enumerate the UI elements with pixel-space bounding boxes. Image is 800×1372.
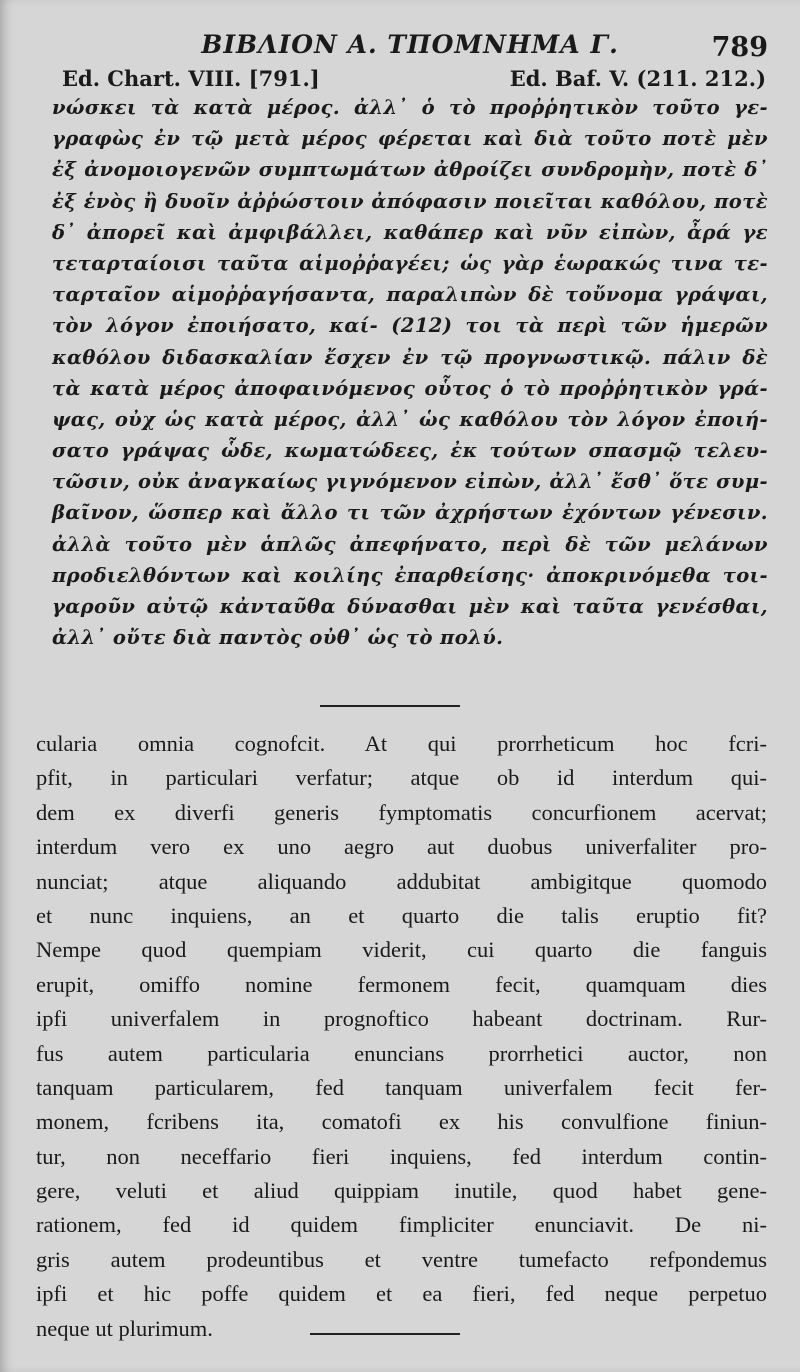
page-end-rule [310,1333,460,1335]
greek-text-line: ἀλλ᾽ οὔτε διὰ παντὸς οὐθ᾽ ὡς τὸ πολύ. [52,626,504,650]
greek-text-line: νώσκει τὰ κατὰ μέρος. ἀλλ᾽ ὁ τὸ προῤῥητικὸν τοῦτο γε- [52,96,768,119]
latin-text-line: ipfi univerfalem in prognoftico habeant doctrinam. Rur- [36,1006,767,1032]
running-head: ΒΙΒΛΙΟΝ Α. ΤΠΟΜΝΗΜΑ Γ. [201,30,619,59]
latin-text-line: pfit, in particulari verfatur; atque ob id interdum qui- [36,765,767,791]
greek-text-line: καθόλου διδασκαλίαν ἔσχεν ἐν τῷ προγνωστικῷ. πάλιν δὲ [52,345,768,369]
greek-text-line: γραφὼς ἐν τῷ μετὰ μέρος φέρεται καὶ διὰ τοῦτο ποτὲ μὲν [52,127,768,151]
greek-text-line: ταρταῖον αἱμοῤῥαγήσαντα, παραλιπὼν δὲ τοὔνομα γράψαι, [52,283,768,307]
greek-text-line: τεταρταίοισι ταῦτα αἱμοῤῥαγέει; ὡς γὰρ ἑωρακώς τινα τε- [52,251,768,275]
greek-text-line: τῶσιν, οὐκ ἀναγκαίως γιγνόμενον εἰπὼν, ἀλλ᾽ ἔσθ᾽ ὅτε συμ- [52,470,768,494]
latin-text-line: gere, veluti et aliud quippiam inutile, quod habet gene- [36,1178,767,1204]
latin-text-line: erupit, omiffo nomine fermonem fecit, quamquam dies [36,971,767,997]
latin-text-line: rationem, fed id quidem fimpliciter enunciavit. De ni- [36,1212,767,1238]
latin-text-block [36,727,767,1346]
latin-text-line: tur, non neceffario fieri inquiens, fed interdum contin- [36,1143,767,1169]
greek-text-line: ἀλλὰ τοῦτο μὲν ἁπλῶς ἀπεφήνατο, περὶ δὲ τῶν μελάνων [52,532,768,556]
greek-text-line: τὸν λόγον ἐποιήσατο, καί- (212) τοι τὰ περὶ τῶν ἡμερῶν [52,314,768,338]
greek-text-line: βαῖνον, ὥσπερ καὶ ἄλλο τι τῶν ἀχρήστων ἐχόντων γένεσιν. [52,501,768,525]
latin-text-line: neque ut plurimum. [36,1315,213,1341]
greek-text-line: γαροῦν αὐτῷ κἀνταῦθα δύνασθαι μὲν καὶ ταῦτα γενέσθαι, [52,595,768,618]
greek-text-line: ψας, οὐχ ὡς κατὰ μέρος, ἀλλ᾽ ὡς καθόλου τὸν λόγον ἐποιή- [52,407,768,431]
latin-text-line: fus autem particularia enuncians prorrhetici auctor, non [36,1040,767,1066]
greek-text-line: τὰ κατὰ μέρος ἀποφαινόμενος οὗτος ὁ τὸ προῤῥητικὸν γρά- [52,376,768,400]
edition-reference-left: Ed. Chart. VIII. [791.] [62,66,320,91]
greek-text-line: ἐξ ἀνομοιογενῶν συμπτωμάτων ἀθροίζει συνδρομὴν, ποτὲ δ᾽ [52,158,768,182]
latin-text-line: dem ex diverfi generis fymptomatis concurfionem acervat; [36,799,767,825]
latin-text-line: et nunc inquiens, an et quarto die talis eruptio fit? [36,902,767,928]
greek-text-line: ἐξ ἑνὸς ἢ δυοῖν ἀῤῥώστοιν ἀπόφασιν ποιεῖται καθόλου, ποτὲ [52,189,768,213]
greek-text-line: δ᾽ ἀπορεῖ καὶ ἀμφιβάλλει, καθάπερ καὶ νῦν εἰπὼν, ἆρά γε [52,220,768,244]
greek-text-block [52,92,768,653]
greek-text-line: προδιελθόντων καὶ κοιλίης ἐπαρθείσης· ἀποκρινόμεθα τοι- [52,563,768,587]
latin-text-line: interdum vero ex uno aegro aut duobus univerfaliter pro- [36,834,767,860]
section-divider-rule [320,705,460,707]
latin-text-line: ipfi et hic poffe quidem et ea fieri, fed neque perpetuo [36,1281,767,1307]
greek-text-line: σατο γράψας ὧδε, κωματώδεες, ἐκ τούτων σπασμῷ τελευ- [52,439,768,463]
latin-text-line: monem, fcribens ita, comatofi ex his convulfione finiun- [36,1109,767,1135]
edition-reference-right: Ed. Baf. V. (211. 212.) [509,66,766,91]
latin-text-line: nunciat; atque aliquando addubitat ambigitque quomodo [36,868,767,894]
page-number: 789 [711,32,768,63]
latin-text-line: gris autem prodeuntibus et ventre tumefacto refpondemus [36,1246,767,1272]
latin-text-line: cularia omnia cognofcit. At qui prorrheticum hoc fcri- [36,731,767,756]
latin-text-line: Nempe quod quempiam viderit, cui quarto die fanguis [36,937,767,963]
latin-text-line: tanquam particularem, fed tanquam univerfalem fecit fer- [36,1074,767,1100]
